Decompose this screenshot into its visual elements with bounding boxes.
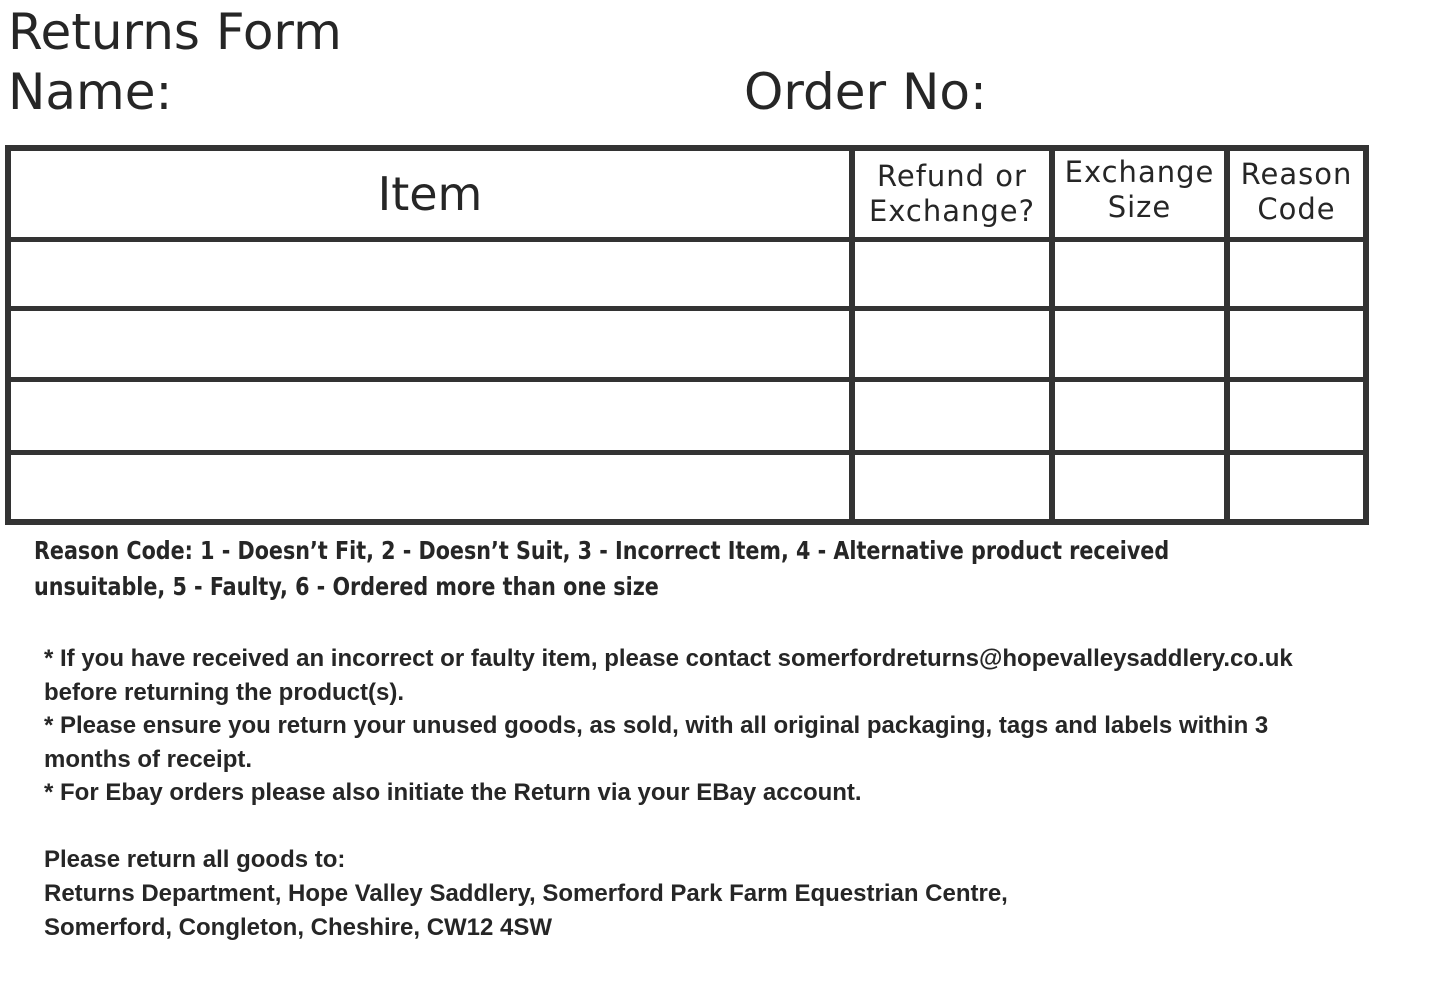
refund-or-exchange-cell[interactable] (855, 242, 1049, 306)
header-exchange-line-2: Size (1107, 190, 1172, 224)
exchange-size-cell[interactable] (1055, 455, 1224, 519)
returns-table (5, 145, 1369, 525)
item-cell[interactable] (11, 242, 849, 306)
header-exchange-size (1055, 147, 1224, 233)
return-notes (44, 642, 1434, 810)
refund-or-exchange-cell[interactable] (855, 382, 1049, 450)
reason-code-cell[interactable] (1230, 382, 1363, 450)
item-cell[interactable] (11, 382, 849, 450)
address-line-1: Returns Department, Hope Valley Saddlery, Somerford Park Farm Equestrian Centre, (44, 880, 1008, 907)
note-line-5: * For Ebay orders please also initiate the Return via your EBay account. (44, 779, 862, 807)
refund-or-exchange-cell[interactable] (855, 455, 1049, 519)
exchange-size-cell[interactable] (1055, 242, 1224, 306)
header-reason-code (1230, 149, 1363, 235)
legend-line-1: Reason Code: 1 - Doesn’t Fit, 2 - Doesn’t Suit, 3 - Incorrect Item, 4 - Alternative product received (34, 536, 1170, 565)
note-line-4: months of receipt. (44, 745, 253, 773)
header-item (11, 151, 849, 237)
refund-or-exchange-cell[interactable] (855, 311, 1049, 377)
item-cell[interactable] (11, 311, 849, 377)
header-refund-line-1: Refund or (877, 159, 1027, 193)
name-label: Name: (8, 63, 173, 121)
address-intro: Please return all goods to: (44, 846, 346, 873)
order-number-label: Order No: (744, 63, 987, 121)
form-title: Returns Form (8, 3, 342, 61)
reason-code-legend (34, 533, 1248, 605)
exchange-size-cell[interactable] (1055, 311, 1224, 377)
note-line-1: * If you have received an incorrect or faulty item, please contact somerfordreturns@hopevalleysaddlery.co.uk (44, 645, 1293, 672)
exchange-size-cell[interactable] (1055, 382, 1224, 450)
header-reason-line-2: Code (1257, 192, 1336, 226)
header-reason-line-1: Reason (1240, 157, 1353, 191)
header-exchange-line-1: Exchange (1064, 155, 1215, 189)
reason-code-cell[interactable] (1230, 455, 1363, 519)
item-cell[interactable] (11, 455, 849, 519)
legend-line-2: unsuitable, 5 - Faulty, 6 - Ordered more than one size (34, 572, 659, 601)
header-refund-line-2: Exchange? (868, 194, 1036, 228)
reason-code-cell[interactable] (1230, 242, 1363, 306)
return-address (44, 843, 1434, 945)
header-refund-or-exchange (855, 151, 1049, 237)
note-line-3: * Please ensure you return your unused goods, as sold, with all original packaging, tags and labels within 3 (44, 712, 1269, 740)
header-item-label: Item (377, 167, 483, 221)
note-line-2: before returning the product(s). (44, 678, 404, 706)
address-line-2: Somerford, Congleton, Cheshire, CW12 4SW (44, 914, 553, 941)
reason-code-cell[interactable] (1230, 311, 1363, 377)
